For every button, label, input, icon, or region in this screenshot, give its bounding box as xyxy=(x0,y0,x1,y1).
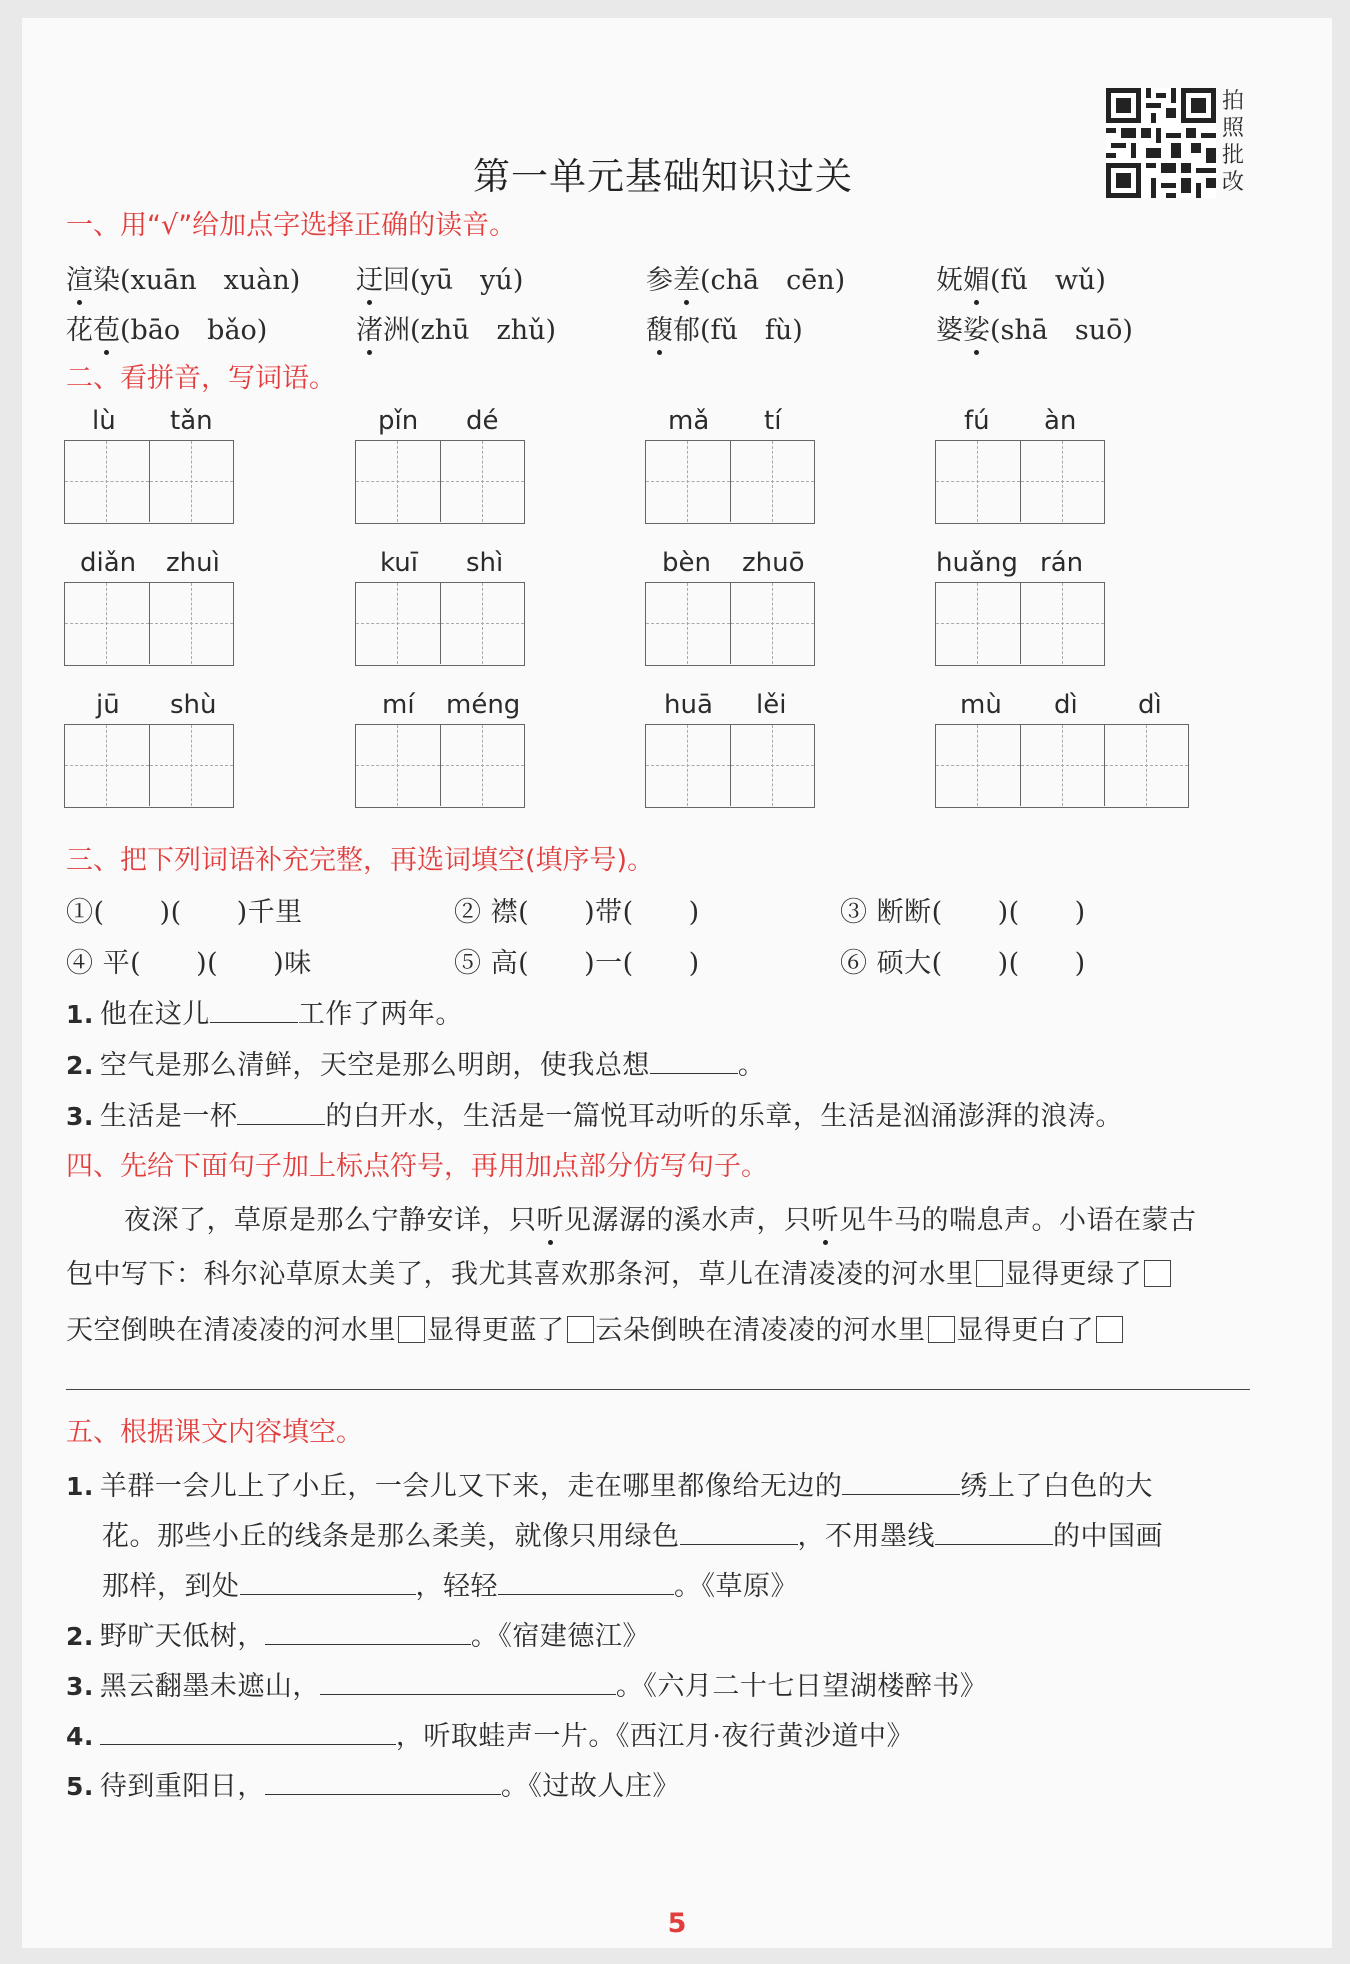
answer-blank[interactable] xyxy=(320,1672,616,1695)
answer-blank[interactable] xyxy=(680,1522,798,1545)
pinyin: tí xyxy=(764,406,782,436)
fill-question: 1. 他在这儿 工作了两年。 xyxy=(66,999,463,1030)
reading-item: 渚洲(zhū zhǔ) xyxy=(356,308,556,347)
writing-grid[interactable] xyxy=(64,724,234,808)
answer-blank[interactable] xyxy=(265,1772,501,1795)
answer-blank[interactable] xyxy=(935,1522,1053,1545)
reading-item: 馥郁(fǔ fù) xyxy=(646,308,803,347)
pinyin: mí xyxy=(382,690,415,720)
fill-question: 花。那些小丘的线条是那么柔美，就像只用绿色 ，不用墨线 的中国画 xyxy=(102,1521,1163,1552)
punctuation-box[interactable] xyxy=(398,1316,425,1343)
writing-grid[interactable] xyxy=(935,440,1105,524)
pinyin: mǎ xyxy=(668,406,710,436)
reading-item: 参差(chā cēn) xyxy=(646,258,845,297)
fill-question: 3. 生活是一杯 的白开水，生活是一篇悦耳动听的乐章，生活是汹涌澎湃的浪涛。 xyxy=(66,1101,1123,1132)
pinyin: kuī xyxy=(380,548,418,578)
pinyin: zhuì xyxy=(166,548,220,578)
pinyin: shù xyxy=(170,690,217,720)
dotted-phrase: 只听见 xyxy=(784,1198,867,1237)
section2-heading: 二、看拼音，写词语。 xyxy=(66,363,336,394)
answer-blank[interactable] xyxy=(498,1572,674,1595)
dotted-phrase: 只听见 xyxy=(509,1198,592,1237)
writing-grid[interactable] xyxy=(645,440,815,524)
pinyin: jū xyxy=(96,690,120,720)
idiom-item: ② 襟( )带( ) xyxy=(454,897,700,928)
punctuation-box[interactable] xyxy=(976,1260,1003,1287)
pinyin: shì xyxy=(466,548,504,578)
writing-grid[interactable] xyxy=(64,582,234,666)
writing-grid[interactable] xyxy=(64,440,234,524)
fill-question: 2. 空气是那么清鲜，天空是那么明朗，使我总想 。 xyxy=(66,1050,766,1081)
passage-line: 天空倒映在清凌凌的河水里 显得更蓝了 云朵倒映在清凌凌的河水里 显得更白了 xyxy=(66,1308,1125,1347)
idiom-item: ①( )( )千里 xyxy=(66,897,303,928)
punctuation-box[interactable] xyxy=(1144,1260,1171,1287)
fill-question: 4. ，听取蛙声一片。《西江月·夜行黄沙道中》 xyxy=(66,1721,914,1752)
idiom-item: ④ 平( )( )味 xyxy=(66,948,312,979)
writing-grid[interactable] xyxy=(355,724,525,808)
idiom-item: ⑤ 高( )一( ) xyxy=(454,948,700,979)
answer-line[interactable] xyxy=(66,1389,1250,1390)
worksheet-page xyxy=(22,18,1332,1948)
writing-grid[interactable] xyxy=(355,582,525,666)
page-number: 5 xyxy=(667,1908,687,1939)
reading-item: 迂回(yū yú) xyxy=(356,258,523,297)
writing-grid[interactable] xyxy=(935,724,1189,808)
writing-grid[interactable] xyxy=(355,440,525,524)
reading-item: 花苞(bāo bǎo) xyxy=(66,308,267,347)
punctuation-box[interactable] xyxy=(928,1316,955,1343)
answer-blank[interactable] xyxy=(650,1051,738,1074)
fill-question: 5. 待到重阳日， 。《过故人庄》 xyxy=(66,1771,680,1802)
pinyin: mù xyxy=(960,690,1002,720)
idiom-item: ⑥ 硕大( )( ) xyxy=(840,948,1086,979)
pinyin: bèn xyxy=(662,548,711,578)
section5-heading: 五、根据课文内容填空。 xyxy=(66,1417,363,1448)
writing-grid[interactable] xyxy=(645,724,815,808)
reading-item: 婆娑(shā suō) xyxy=(936,308,1133,347)
section1-heading: 一、用“√”给加点字选择正确的读音。 xyxy=(66,210,517,241)
passage-line: 包中写下：科尔沁草原太美了，我尤其喜欢那条河，草儿在清凌凌的河水里 显得更绿了 xyxy=(66,1252,1173,1291)
fill-question: 2. 野旷天低树， 。《宿建德江》 xyxy=(66,1621,650,1652)
pinyin: dì xyxy=(1054,690,1078,720)
section3-heading: 三、把下列词语补充完整，再选词填空(填序号)。 xyxy=(66,845,655,876)
pinyin: lù xyxy=(92,406,116,436)
pinyin: diǎn xyxy=(80,548,137,578)
idiom-item: ③ 断断( )( ) xyxy=(840,897,1086,928)
reading-item: 妩媚(fǔ wǔ) xyxy=(936,258,1106,297)
pinyin: méng xyxy=(446,690,521,720)
answer-blank[interactable] xyxy=(210,1000,298,1023)
fill-question: 那样，到处 ，轻轻 。《草原》 xyxy=(102,1571,798,1602)
punctuation-box[interactable] xyxy=(1096,1316,1123,1343)
pinyin: huǎng xyxy=(936,548,1018,578)
pinyin: fú xyxy=(964,406,990,436)
pinyin: rán xyxy=(1040,548,1084,578)
pinyin: zhuō xyxy=(742,548,805,578)
writing-grid[interactable] xyxy=(645,582,815,666)
section4-heading: 四、先给下面句子加上标点符号，再用加点部分仿写句子。 xyxy=(66,1151,768,1182)
reading-item: 渲染(xuān xuàn) xyxy=(66,258,300,297)
writing-grid[interactable] xyxy=(935,582,1105,666)
page-title: 第一单元基础知识过关 xyxy=(473,155,853,198)
answer-blank[interactable] xyxy=(240,1572,416,1595)
answer-blank[interactable] xyxy=(265,1622,471,1645)
pinyin: àn xyxy=(1044,406,1077,436)
fill-question: 1. 羊群一会儿上了小丘，一会儿又下来，走在哪里都像给无边的 绣上了白色的大 xyxy=(66,1471,1153,1502)
passage-line: 夜深了，草原是那么宁静安详，只听见潺潺的溪水声，只听见牛马的喘息声。小语在蒙古 xyxy=(124,1198,1197,1237)
pinyin: dì xyxy=(1138,690,1162,720)
pinyin: huā xyxy=(664,690,713,720)
pinyin: dé xyxy=(466,406,499,436)
pinyin: lěi xyxy=(756,690,787,720)
pinyin: pǐn xyxy=(378,406,419,436)
qr-label: 拍照批改 xyxy=(1222,89,1245,195)
answer-blank[interactable] xyxy=(842,1472,960,1495)
pinyin: tǎn xyxy=(170,406,213,436)
answer-blank[interactable] xyxy=(237,1102,325,1125)
fill-question: 3. 黑云翻墨未遮山， 。《六月二十七日望湖楼醉书》 xyxy=(66,1671,988,1702)
answer-blank[interactable] xyxy=(100,1722,396,1745)
punctuation-box[interactable] xyxy=(567,1316,594,1343)
qr-code[interactable] xyxy=(1106,88,1216,198)
